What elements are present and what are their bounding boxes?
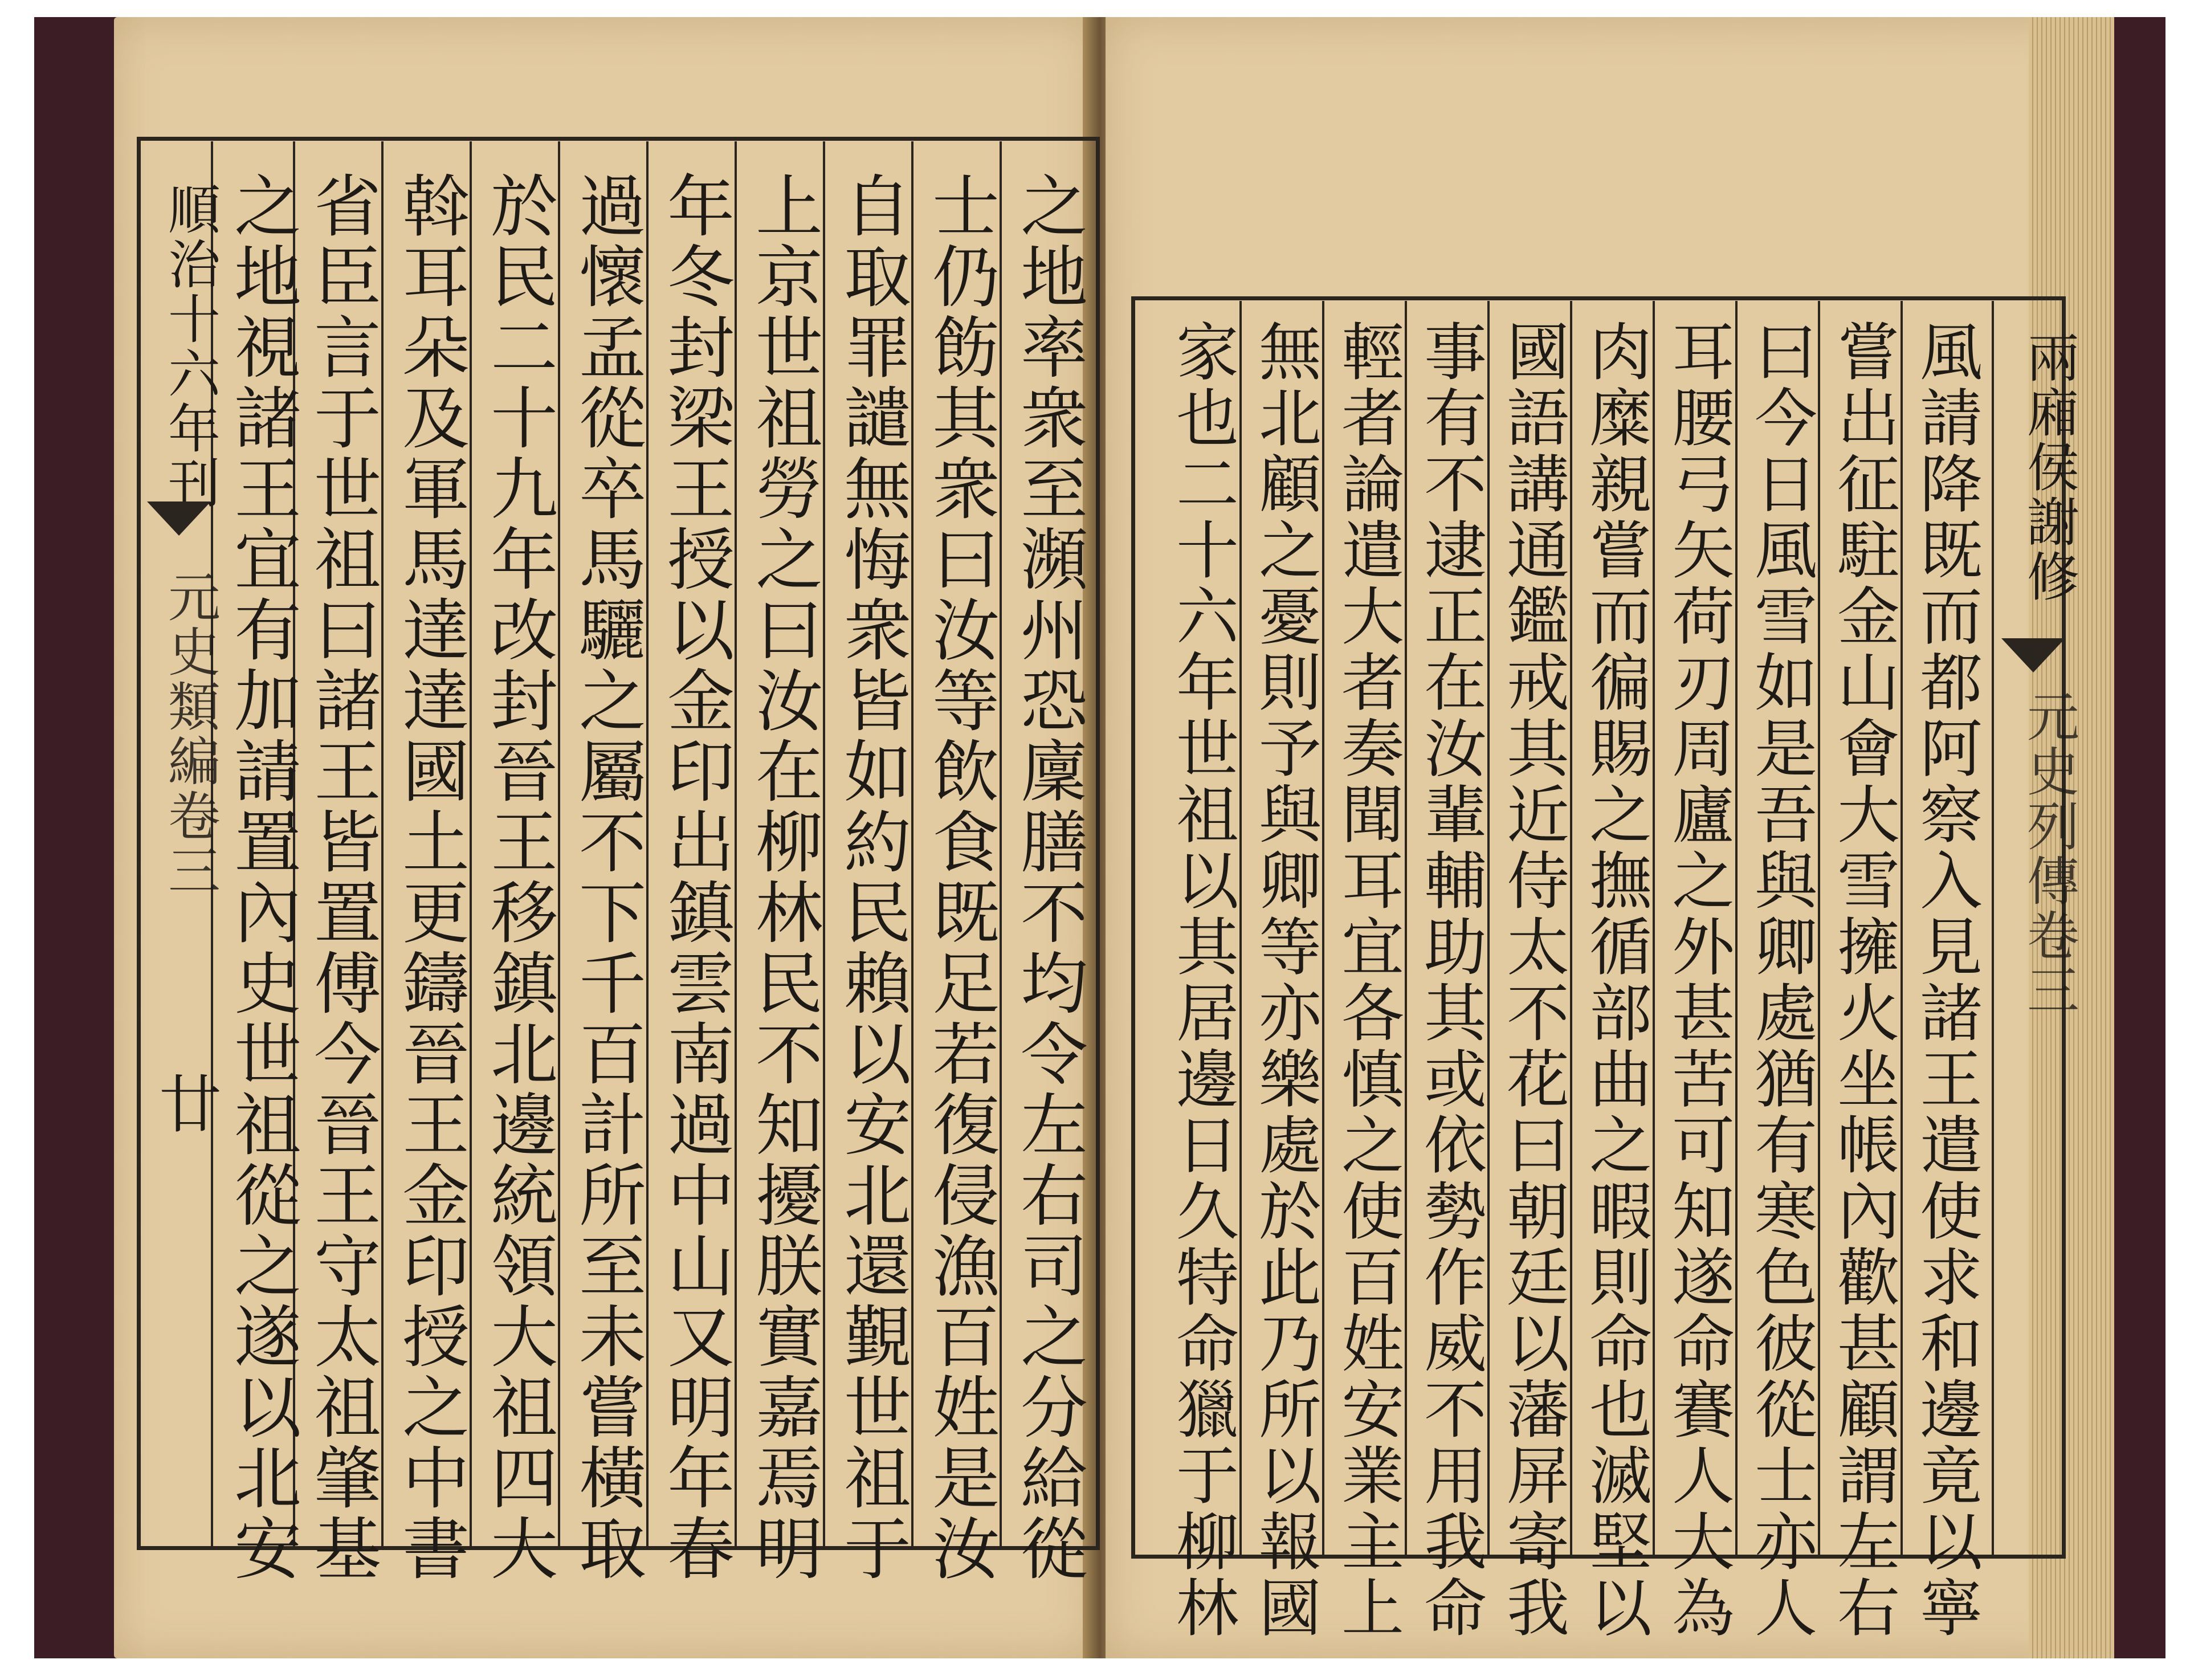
right-text-column: 嘗出征駐金山會大雪擁火坐帳內歡甚顧謂左右 [1827, 319, 1900, 1641]
left-text-column: 之地率衆至瀕州恐廩膳不均令左右司之分給從 [1009, 171, 1088, 1584]
right-text-column: 事有不逮正在汝輩輔助其或依勢作威不用我命 [1414, 319, 1487, 1641]
right-margin-label: 兩廂侯謝修 [2018, 331, 2079, 604]
left-text-column: 斡耳朵及軍馬達達國土更鑄晉王金印授之中書 [391, 171, 470, 1584]
right-text-column: 家也二十六年世祖以其居邊日久特命獵于柳林 [1166, 319, 1239, 1641]
left-text-column: 士仍飭其衆曰汝等飲食既足若復侵漁百姓是汝 [921, 171, 1000, 1584]
left-text-column: 省臣言于世祖曰諸王皆置傅今晉王守太祖肇基 [303, 171, 381, 1584]
left-text-column: 之地視諸王宜有加請置內史世祖從之遂以北安 [223, 171, 301, 1584]
left-text-column: 自取罪譴無悔衆皆如約民賴以安北還覲世祖于 [833, 171, 911, 1584]
right-text-column: 輕者論遣大者奏聞耳宜各慎之使百姓安業主上 [1331, 319, 1404, 1641]
right-margin-rule [1992, 301, 1994, 1555]
right-running-title: 元史列傳卷三 [2018, 690, 2079, 1018]
right-text-column: 無北顧之憂則予與卿等亦樂處於此乃所以報國 [1249, 319, 1322, 1641]
fish-tail-mark [2001, 638, 2065, 672]
fish-tail-mark [147, 501, 211, 536]
left-folio-number: 廿 [149, 1071, 222, 1137]
left-text-column: 上京世祖勞之曰汝在柳林民不知擾朕實嘉焉明 [744, 171, 823, 1584]
left-text-column: 於民二十九年改封晉王移鎮北邊統領大祖四大 [479, 171, 558, 1584]
right-text-column: 風請降既而都阿察入見諸王遣使求和邊竟以寧 [1910, 319, 1983, 1641]
right-text-column: 肉糜親嘗而徧賜之撫循部曲之暇則命也滅堅以 [1579, 319, 1652, 1641]
right-text-column: 國語講通鑑戒其近侍太不花曰朝廷以藩屏寄我 [1496, 319, 1569, 1641]
left-text-column: 過懷孟從卒馬驪之屬不下千百計所至未嘗橫取 [568, 171, 646, 1584]
right-text-column: 曰今日風雪如是吾與卿處猶有寒色彼從士亦人 [1744, 319, 1817, 1641]
right-text-column: 耳腰弓矢荷刃周廬之外甚苦可知遂命賽人大為 [1662, 319, 1735, 1641]
left-text-column: 年冬封梁王授以金印出鎮雲南過中山又明年春 [656, 171, 735, 1584]
left-margin-label: 順治十六年刊 [160, 182, 221, 511]
left-running-title: 元史類編卷三 [160, 570, 221, 898]
